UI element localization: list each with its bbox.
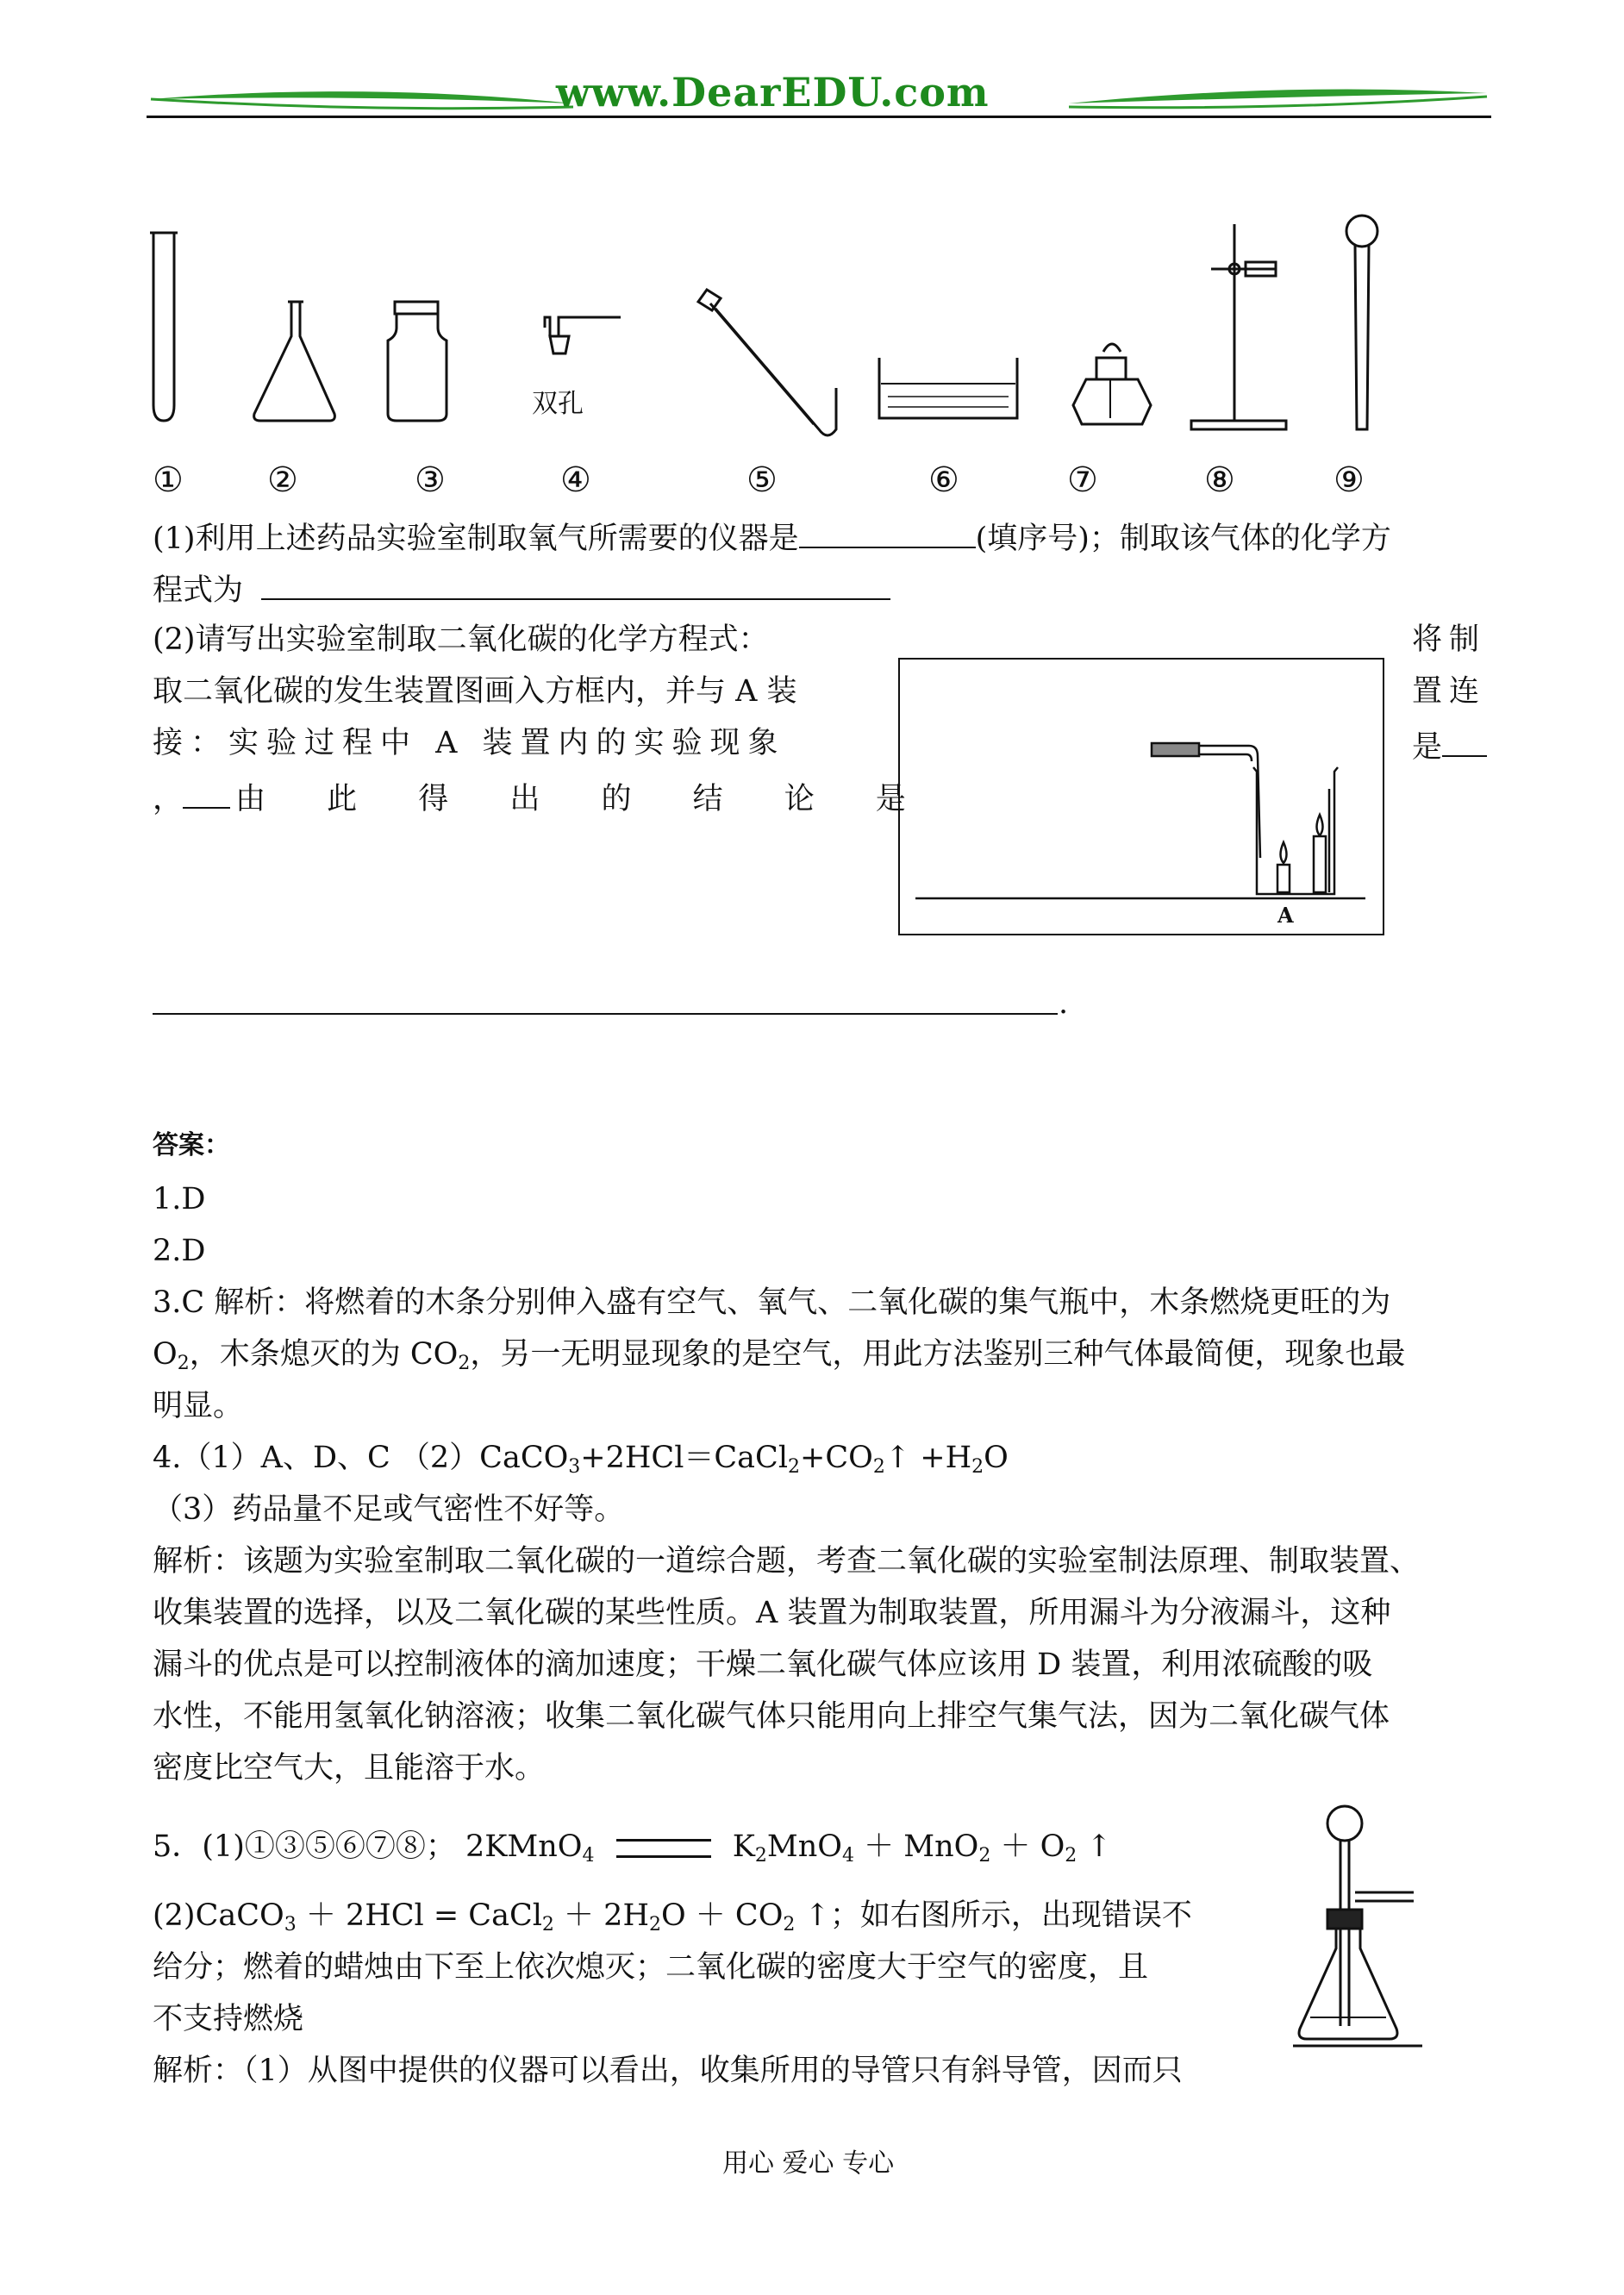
answer-3-line-2: $O_2$，木条熄灭的为 $CO_2$，另一无明显现象的是空气，用此方法鉴别三种气体最简便，现象也最 [153,1337,1406,1374]
question-2-left-2: 取二氧化碳的发生装置图画入方框内，并与 A 装 [153,674,797,709]
question-1-line-2 [153,566,890,611]
double-hole-label: 双孔 [532,389,584,419]
q2-right-is: 是 [1412,730,1443,765]
a4-text-d: ↑ +H [884,1441,972,1475]
a5-l2-c: ＋ 2H [553,1898,649,1933]
iron-stand-icon [1191,224,1286,429]
q1-answer-blank-2[interactable] [261,566,890,600]
figure-number: ⑥ [928,460,959,500]
reaction-equals-sign [616,1839,711,1858]
header-site-name: www.DearEDU.com [556,69,990,116]
question-2-right-2: 置连 [1412,674,1487,709]
footer-motto: 用心 爱心 专心 [722,2148,895,2179]
figure-number: ⑨ [1334,460,1365,500]
two-hole-stopper-icon [545,317,621,353]
a5-text-d: ＋ MnO [853,1829,979,1864]
figure-number: ⑧ [1204,460,1235,500]
question-2-left-1: (2)请写出实验室制取二氧化碳的化学方程式： [153,622,769,657]
drawing-box[interactable] [898,658,1384,935]
answer-4-line-5: 漏斗的优点是可以控制液体的滴加速度；干燥二氧化碳气体应该用 D 装置，利用浓硫酸的吸 [153,1648,1373,1682]
answer-4-line-1: 4.（1）A、D、C $(2)CaCO_3+2HCl=CaCl_2+CO_2↑ +H_2O$ [153,1441,1009,1478]
question-2-left-3: 接：实验过程中 A 装置内的实验现象 [153,726,786,760]
header-swoosh-left [147,78,578,121]
a5-l2-a: (2)CaCO [153,1898,284,1933]
test-tube-icon [150,233,178,421]
answer-5-line-1: 5．(1)①③⑤⑥⑦⑧； 2KMnO$_4$ $K_2MnO_4 + MnO_2 + O_2$ ↑ [153,1829,1112,1867]
a5-l2-b: ＋ 2HCl = CaCl [296,1898,542,1933]
figure-number: ② [267,460,298,500]
answer-5-line-3: 给分；燃着的蜡烛由下至上依次熄灭；二氧化碳的密度大于空气的密度，且 [153,1950,1149,1985]
q2-comma: ， [153,782,184,816]
a4-text-a: 4.（1）A、D、C （2）CaCO [153,1441,569,1475]
a5-l2-d: O ＋ CO [660,1898,784,1933]
answer-5-line-5: 解析：（1）从图中提供的仪器可以看出，收集所用的导管只有斜导管，因而只 [153,2054,1183,2088]
header-rule [147,116,1491,118]
a3-text-b: ，另一无明显现象的是空气，用此方法鉴别三种气体最简便，现象也最 [470,1337,1406,1372]
question-1-line-1 [153,514,1391,560]
figure-number: ⑤ [746,460,778,500]
a5-l2-e: ↑；如右图所示，出现错误不 [795,1898,1192,1933]
water-trough-icon [879,358,1017,418]
conical-flask-icon [254,302,335,421]
a5-text-b: K [732,1829,755,1864]
question-2-right-3 [1412,722,1487,768]
q2-answer-blank-1[interactable] [1442,722,1487,757]
q1-text-b: (填序号)；制取该气体的化学方 [975,522,1391,556]
question-2-right-1: 将制 [1412,622,1487,657]
long-neck-funnel-icon [1346,216,1377,429]
figure-number: ④ [560,460,591,500]
header-swoosh-right [1069,78,1491,121]
answers-title: 答案： [153,1130,230,1160]
figure-number: ③ [415,460,446,500]
q2-answer-blank-3[interactable] [153,1013,1058,1015]
q1-answer-blank-1[interactable] [799,514,976,548]
answer-3-line-3: 明显。 [153,1389,244,1423]
answer-4-line-6: 水性，不能用氢氧化钠溶液；收集二氧化碳气体只能用向上排空气集气法，因为二氧化碳气体 [153,1699,1390,1734]
a5-text-a: 5．(1)①③⑤⑥⑦⑧； 2KMnO [153,1829,583,1864]
a3-text-a: ，木条熄灭的为 CO [189,1337,459,1372]
question-2-left-4 [153,774,932,820]
a4-text-c: +CO [800,1441,873,1475]
answer-1: 1.D [153,1182,206,1216]
q2-end-period: . [1059,986,1069,1021]
answer-2: 2.D [153,1234,206,1268]
q2-conclusion-text: 由 此 得 出 的 结 论 是 [235,782,932,816]
answer-3-line-1: 3.C 解析：将燃着的木条分别伸入盛有空气、氧气、二氧化碳的集气瓶中，木条燃烧更旺的为 [153,1285,1391,1320]
alcohol-lamp-icon [1073,344,1151,424]
q1-text-a: (1)利用上述药品实验室制取氧气所需要的仪器是 [153,522,799,556]
answer-5-line-4: 不支持燃烧 [153,2002,304,2036]
q1-text-c: 程式为 [153,573,244,608]
a5-text-e: ＋ O [990,1829,1065,1864]
a4-text-e: O [984,1441,1009,1475]
bent-delivery-tube-icon [698,290,836,435]
a5-text-c: MnO [766,1829,842,1864]
answer-4-line-3: 解析：该题为实验室制取二氧化碳的一道综合题，考查二氧化碳的实验室制法原理、制取装置、 [153,1544,1421,1579]
a4-text-b: +2HCl＝CaCl [580,1441,789,1475]
apparatus-figure [138,207,1517,448]
a5-text-f: ↑ [1077,1829,1112,1864]
q2-answer-blank-2[interactable] [183,774,230,809]
figure-number: ⑦ [1067,460,1098,500]
answer-4-line-2: （3）药品量不足或气密性不好等。 [153,1492,625,1527]
co2-generator-figure [1284,1798,1431,2056]
apparatus-a-figure [900,660,1383,934]
gas-bottle-icon [388,302,447,421]
o2-formula: O [153,1337,178,1372]
figure-number: ① [153,460,184,500]
apparatus-a-label: A [1277,903,1294,928]
answer-5-line-2: (2)CaCO$_3$ ＋ 2HCl = CaCl$_2$ ＋ $2H_2O + CO_2$ ↑；如右图所示，出现错误不 [153,1898,1192,1935]
answer-4-line-4: 收集装置的选择，以及二氧化碳的某些性质。A 装置为制取装置，所用漏斗为分液漏斗，这种 [153,1596,1391,1630]
header-banner [147,69,1491,129]
answer-4-line-7: 密度比空气大，且能溶于水。 [153,1751,546,1785]
